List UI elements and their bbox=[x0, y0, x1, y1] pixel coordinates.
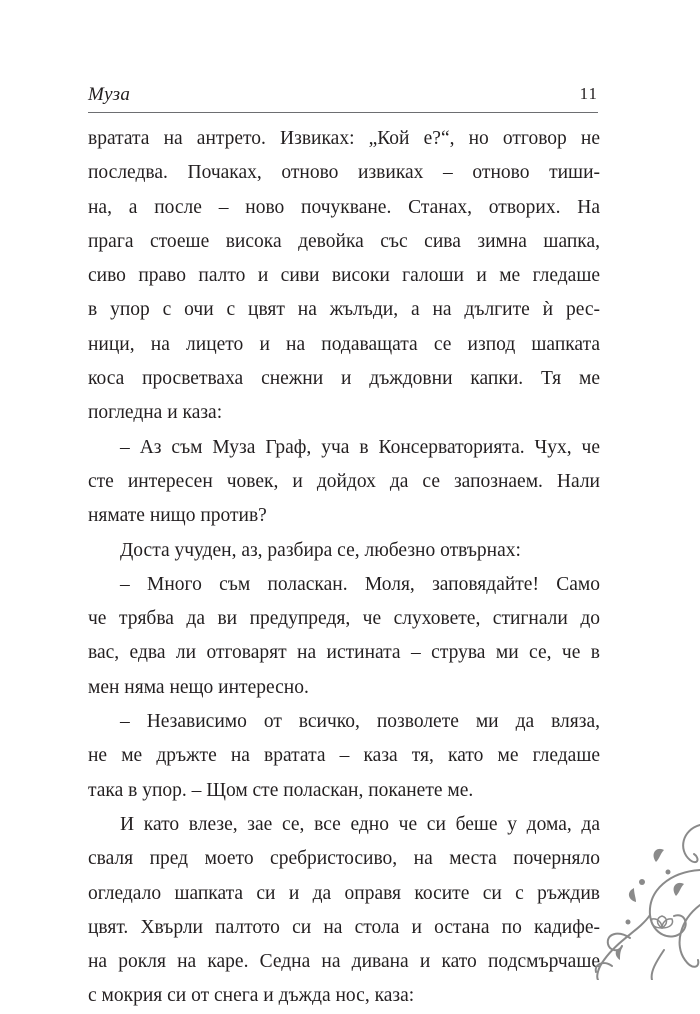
text-line: – Независимо от всичко, позволете ми да вляза, bbox=[120, 711, 600, 733]
running-header bbox=[88, 84, 598, 108]
text-line: – Много съм поласкан. Моля, заповядайте! Само bbox=[120, 573, 600, 595]
text-line: Доста учуден, аз, разбира се, любезно отвърнах: bbox=[120, 539, 521, 561]
text-line: че трябва да ви предупредя, че слуховете, стигнали до bbox=[88, 608, 600, 630]
text-line: погледна и каза: bbox=[88, 402, 223, 424]
text-line: прага стоеше висока девойка със сива зимна шапка, bbox=[88, 230, 600, 252]
text-line: на, а после – ново почукване. Станах, отворих. На bbox=[88, 196, 600, 218]
text-line: коса просветваха снежни и дъждовни капки. Тя ме bbox=[88, 368, 600, 390]
running-title: Муза bbox=[88, 84, 131, 105]
text-line: не ме дръжте на вратата – каза тя, като ме гледаше bbox=[88, 745, 600, 767]
body-text bbox=[88, 122, 600, 1014]
text-line: сте интересен човек, и дойдох да се запознаем. Нали bbox=[88, 470, 600, 492]
text-line: сиво право палто и сиви високи галоши и ме гледаше bbox=[88, 265, 600, 287]
text-line: с мокрия си от снега и дъжда нос, каза: bbox=[88, 985, 415, 1007]
text-line: последва. Почаках, отново извиках – отново тиши- bbox=[88, 162, 600, 184]
text-line: вас, едва ли отговарят на истината – струва ми се, че в bbox=[88, 642, 600, 664]
text-line: мен няма нещо интересно. bbox=[88, 676, 309, 698]
header-rule bbox=[88, 112, 598, 113]
text-line: в упор с очи с цвят на жълъди, а на дългите ѝ рес- bbox=[88, 299, 600, 321]
page-number: 11 bbox=[579, 84, 598, 103]
text-line: – Аз съм Муза Граф, уча в Консерваторията. Чух, че bbox=[120, 436, 600, 458]
text-line: И като влезе, зае се, все едно че си беше у дома, да bbox=[120, 813, 600, 835]
text-line: цвят. Хвърли палтото си на стола и остана по кадифе- bbox=[88, 916, 600, 938]
text-line: нямате нищо против? bbox=[88, 505, 267, 527]
text-line: на рокля на каре. Седна на дивана и като подсмърчаше bbox=[88, 951, 600, 973]
floral-ornament-icon bbox=[590, 810, 700, 980]
text-line: ници, на лицето и на подаващата се изпод шапката bbox=[88, 333, 600, 355]
text-line: вратата на антрето. Извиках: „Кой е?“, но отговор не bbox=[88, 128, 600, 149]
text-line: така в упор. – Щом сте поласкан, поканете ме. bbox=[88, 779, 474, 801]
text-line: сваля пред моето сребристосиво, на места почерняло bbox=[88, 848, 600, 870]
text-line: огледало шапката си и да оправя косите си с ръждив bbox=[88, 882, 600, 904]
